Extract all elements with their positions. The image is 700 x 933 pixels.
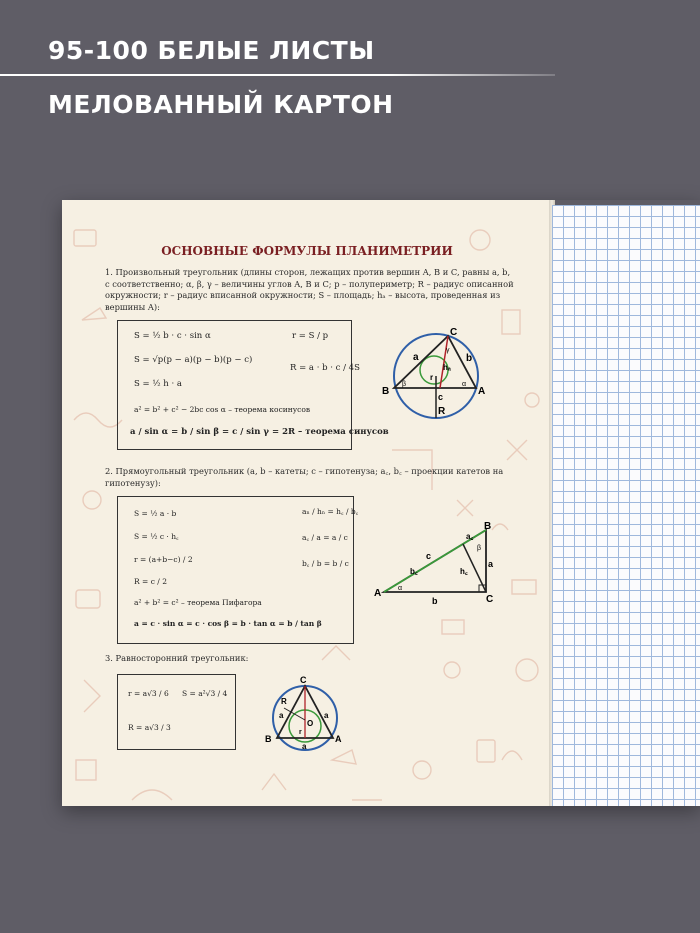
label-ha: hₐ [443, 363, 451, 372]
formula-ratio-3: b꜀ / b = b / c [302, 559, 349, 568]
label-a-1: a [413, 352, 419, 363]
headline-coated-cover: МЕЛОВАННЫЙ КАРТОН [48, 90, 394, 119]
notebook-photo [62, 200, 700, 806]
formula-inradius: r = S / p [292, 331, 329, 341]
section3-formula-box [117, 674, 236, 750]
formula-sine-law: a / sin α = b / sin β = c / sin γ = 2R – теорема синусов [130, 427, 389, 437]
label-gamma: γ [446, 347, 450, 354]
label-C-1: C [450, 328, 458, 338]
headline-white-sheets: 95-100 БЕЛЫЕ ЛИСТЫ [48, 36, 375, 65]
label-R-1: R [438, 406, 446, 417]
label-c-2: c [426, 551, 432, 561]
formula-pythagoras: a² + b² = c² – теорема Пифагора [134, 598, 262, 607]
triangle-circumcircle-figure [380, 328, 492, 424]
formula-area-sine: S = ½ b · c · sin α [134, 331, 211, 341]
label-c-1: c [438, 392, 444, 402]
label-alpha-2: α [398, 585, 403, 592]
label-B-2: B [484, 522, 492, 532]
formula-equilateral-inradius: r = a√3 / 6 [128, 689, 169, 698]
label-a-2: a [488, 559, 494, 569]
formula-equilateral-area: S = a²√3 / 4 [182, 689, 228, 698]
label-r-3: r [299, 729, 302, 736]
label-bc: b꜀ [410, 567, 418, 576]
label-b-1: b [466, 353, 473, 364]
cover-inside-page [62, 200, 552, 806]
label-a-3-left: a [279, 711, 284, 720]
formula-right-sides: a = c · sin α = c · cos β = b · tan α = b / tan β [134, 619, 322, 628]
label-a-3-bottom: a [302, 742, 307, 751]
label-a-3-right: a [324, 711, 329, 720]
label-A-1: A [478, 386, 486, 397]
headline-divider [0, 74, 555, 76]
formula-right-inradius: r = (a+b−c) / 2 [134, 555, 193, 564]
formula-ratio-1: aₙ / hₙ = h꜀ / b꜀ [302, 507, 359, 516]
formula-heron: S = √p(p − a)(p − b)(p − c) [134, 355, 253, 365]
label-C-2: C [486, 594, 494, 605]
sheet-title: ОСНОВНЫЕ ФОРМУЛЫ ПЛАНИМЕТРИИ [161, 244, 453, 258]
label-beta-1: β [402, 381, 407, 388]
section1-text: 1. Произвольный треугольник (длины сторон, лежащих против вершин A, B и C, равны a, b, c соответственно; α, β, γ – величины углов A, B и C; p – полупериметр; R – радиус описанной окружности; r – радиус вписанной окружности; S – площадь; hₐ – высота, проведенная из вершины A): [105, 267, 514, 312]
label-A-3: A [335, 734, 342, 744]
formula-ratio-2: a꜀ / a = a / c [302, 533, 348, 542]
equilateral-triangle-figure [262, 674, 348, 754]
section3-text: 3. Равносторонний треугольник: [105, 653, 249, 663]
label-B-1: B [382, 386, 390, 397]
label-r-1: r [430, 373, 434, 382]
section2-text: 2. Прямоугольный треугольник (a, b – катеты; c – гипотенуза; a꜀, b꜀ – проекции катетов на гипотенузу): [105, 466, 504, 488]
formula-circumradius: R = a · b · c / 4S [290, 363, 360, 373]
label-beta-2: β [477, 545, 482, 552]
formula-cosine-law: a² = b² + c² − 2bc cos α – теорема косинусов [134, 405, 311, 414]
label-A-2: A [374, 588, 382, 599]
label-R-3: R [281, 697, 287, 706]
grid-page [552, 205, 700, 806]
section2-formula-box [117, 496, 359, 644]
label-ac: a꜀ [466, 532, 474, 541]
section1-formula-box [117, 320, 389, 450]
label-C-3: C [300, 675, 307, 685]
formula-equilateral-circumradius: R = a√3 / 3 [128, 723, 171, 732]
label-B-3: B [265, 734, 272, 744]
formula-right-area-h: S = ½ c · h꜀ [134, 532, 179, 541]
formula-right-area: S = ½ a · b [134, 509, 177, 518]
formula-right-circumradius: R = c / 2 [134, 577, 167, 586]
right-triangle-figure [374, 522, 498, 606]
label-hc: h꜀ [460, 567, 468, 576]
label-O: O [307, 719, 314, 728]
label-alpha-1: α [462, 381, 467, 388]
label-b-2: b [432, 596, 438, 606]
formula-area-height: S = ½ h · a [134, 379, 182, 389]
